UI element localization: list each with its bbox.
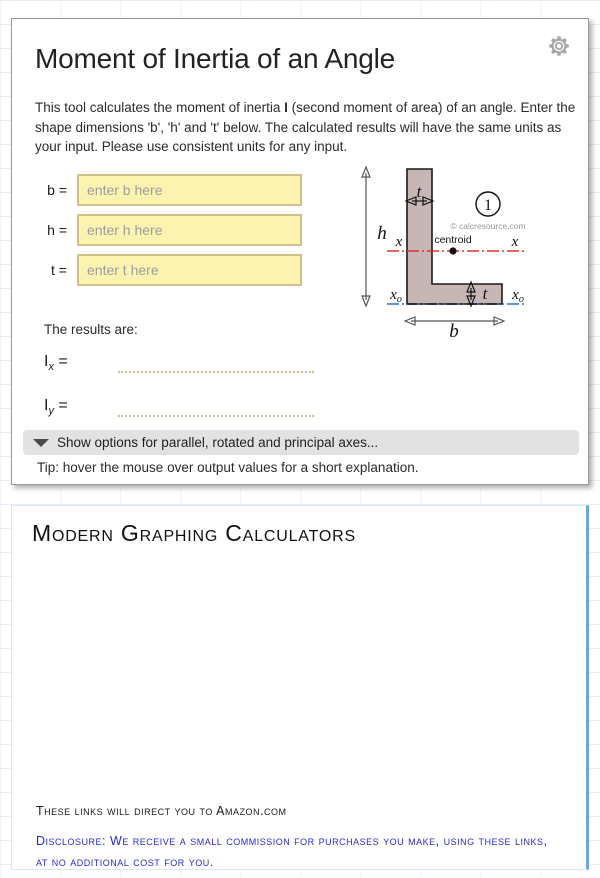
t-vertical-label: t — [416, 182, 422, 201]
calculator-card — [11, 18, 589, 485]
result-value-iy[interactable] — [118, 398, 314, 417]
input-row-h — [35, 214, 310, 246]
angle-section-diagram — [352, 159, 597, 339]
result-row-iy — [44, 387, 314, 417]
intro-description — [35, 98, 576, 157]
centroid-dot — [449, 247, 456, 254]
input-row-t — [35, 254, 310, 286]
page-title: Moment of Inertia of an Angle — [35, 43, 395, 74]
input-row-b — [35, 174, 310, 206]
axis-x-right-label: x — [511, 234, 519, 250]
show-options-toggle[interactable] — [23, 430, 579, 455]
figure-number-label: 1 — [484, 197, 492, 214]
ads-heading: Modern Graphing Calculators — [32, 520, 356, 546]
result-value-ix[interactable] — [118, 354, 314, 373]
chevron-down-icon — [33, 439, 49, 447]
intro-text-part1: This tool calculates the moment of inertia — [35, 100, 285, 115]
results-section — [44, 322, 314, 431]
result-label-ix: $I_x$ = — [44, 352, 68, 373]
show-options-label: Show options for parallel, rotated and principal axes... — [57, 435, 379, 450]
intro-text-part2: (second moment of area) of an angle. Enter the shape dimensions 'b', 'h' and 't' below. The calculated results will have the same units as your input. Please use consistent units for any input. — [35, 100, 576, 154]
results-heading: The results are: — [44, 322, 138, 337]
inputs-group — [35, 174, 310, 294]
ads-card — [11, 505, 589, 870]
input-label-h: h = — [47, 222, 67, 238]
result-row-ix — [44, 343, 314, 373]
h-label: h — [377, 223, 387, 244]
t-input[interactable] — [77, 254, 302, 286]
tip-text: Tip: hover the mouse over output values for a short explanation. — [37, 460, 419, 475]
axis-x-left-label: x — [395, 234, 403, 250]
h-input[interactable] — [77, 214, 302, 246]
t-horizontal-label: t — [482, 284, 488, 303]
input-label-b: b = — [47, 182, 67, 198]
axis-x0-right-label: $x_o$ — [512, 287, 524, 305]
input-label-t: t = — [51, 262, 67, 278]
affiliate-disclosure: Disclosure: We receive a small commission for purchases you make, using these links, at no additional cost for you. — [36, 834, 548, 869]
diagram-credit: © calcresource.com — [450, 221, 526, 231]
amazon-note: These links will direct you to Amazon.com — [36, 804, 287, 818]
intro-text-symbol: I — [284, 100, 288, 115]
b-label: b — [449, 321, 459, 339]
gear-icon[interactable] — [546, 33, 572, 59]
ads-slot — [30, 562, 572, 790]
centroid-label: centroid — [434, 234, 472, 246]
axis-x0-left-label: $x_o$ — [390, 287, 402, 305]
result-label-iy: $I_y$ = — [44, 396, 68, 417]
b-input[interactable] — [77, 174, 302, 206]
